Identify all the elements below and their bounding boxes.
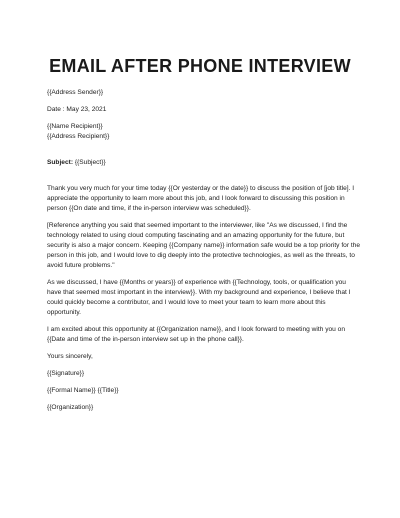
paragraph-3: As we discussed, I have {{Months or years}} of experience with {{Technology, tools, or qualification you have that seemed most important in the interview}}. With my background and experience, I believe that I could quickly become a contributor, and I would love to meet your team to learn more about this opportunity.: [47, 279, 351, 316]
document-title: EMAIL AFTER PHONE INTERVIEW: [49, 56, 351, 76]
paragraph-2: [Reference anything you said that seemed important to the interviewer, like "As we discussed, I find the technology related to using cloud computing fascinating and an amazing opportunity for the future, but security is also a major concern. Keeping {{Company name}} information safe would be a top priority for the person in this job, and I would love to dig deeply into the protective technologies, as well as the threats, to avoid future problems.": [47, 222, 361, 269]
address-sender: {{Address Sender}}: [47, 89, 104, 96]
letter-body: [47, 88, 360, 420]
paragraph-4: I am excited about this opportunity at {{Organization name}}, and I look forward to meeting with you on {{Date and time of the in-person interview set up in the phone call}}.: [47, 326, 345, 343]
closing: Yours sincerely,: [47, 353, 93, 360]
paragraph-1: Thank you very much for your time today {{Or yesterday or the date}} to discuss the position of [job title]. I appreciate the opportunity to learn more about this job, and I look forward to discussing this position in person {{On date and time, if the in-person interview was scheduled}}.: [47, 185, 355, 212]
signature: {{Signature}}: [47, 370, 85, 377]
subject-value: {{Subject}}: [73, 159, 106, 166]
formal-name-title: {{Formal Name}} {{Title}}: [47, 387, 119, 394]
date-line: Date : May 23, 2021: [47, 106, 107, 113]
name-recipient: {{Name Recipient}}: [47, 123, 103, 130]
organization: {{Organization}}: [47, 404, 94, 411]
subject-line: [47, 158, 360, 168]
address-recipient: {{Address Recipient}}: [47, 133, 110, 140]
subject-label: Subject:: [47, 159, 74, 166]
